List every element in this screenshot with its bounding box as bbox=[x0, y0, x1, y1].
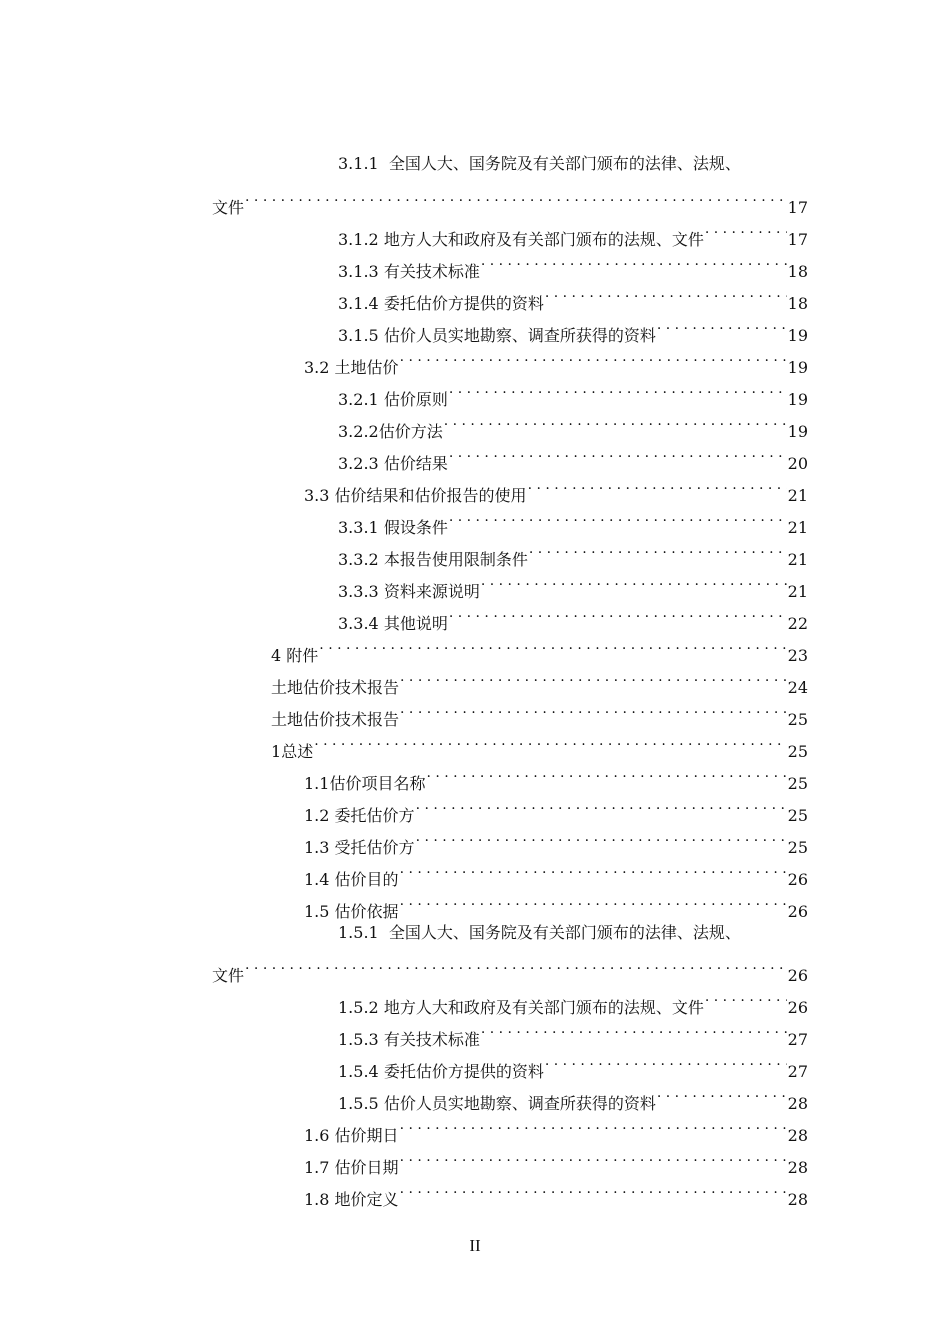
dot-leader bbox=[400, 853, 787, 885]
toc-page-number: 20 bbox=[787, 454, 808, 473]
dot-leader bbox=[528, 469, 787, 501]
dot-leader bbox=[481, 1013, 787, 1045]
toc-entry-title: 3.2.3 估价结果 bbox=[338, 454, 448, 473]
toc-entry-title: 3.3.1 假设条件 bbox=[338, 518, 448, 537]
dot-leader bbox=[400, 693, 787, 725]
dot-leader bbox=[400, 341, 787, 373]
dot-leader bbox=[449, 597, 787, 629]
toc-page-number: 19 bbox=[787, 326, 808, 345]
toc-entry-title: 3.3.2 本报告使用限制条件 bbox=[338, 550, 528, 569]
toc-entry-title: 1.5.2 地方人大和政府及有关部门颁布的法规、文件 bbox=[338, 998, 704, 1017]
toc-entry-title: 3.2 土地估价 bbox=[304, 358, 399, 377]
toc-page-number: 24 bbox=[787, 678, 808, 697]
dot-leader bbox=[400, 885, 787, 917]
dot-leader bbox=[314, 725, 786, 757]
toc-entry-title: 3.2.2估价方法 bbox=[338, 422, 443, 441]
toc-entry-title: 全国人大、国务院及有关部门颁布的法律、法规、 bbox=[388, 923, 741, 942]
toc-entry-title: 1.2 委托估价方 bbox=[304, 806, 415, 825]
toc-page-number: 28 bbox=[787, 1158, 808, 1177]
toc-page-number: 18 bbox=[787, 294, 808, 313]
toc-page-number: 19 bbox=[787, 358, 808, 377]
toc-entry[interactable] bbox=[304, 885, 808, 921]
dot-leader bbox=[444, 405, 787, 437]
dot-leader bbox=[400, 1141, 787, 1173]
toc-page-number: 25 bbox=[787, 806, 808, 825]
toc-entry-title: 1.1估价项目名称 bbox=[304, 774, 426, 793]
toc-page-number: 22 bbox=[787, 614, 808, 633]
toc-page-number: 19 bbox=[787, 422, 808, 441]
toc-entry-title: 1总述 bbox=[271, 742, 314, 761]
toc-entry[interactable] bbox=[338, 533, 808, 569]
toc-entry-title: 1.4 估价目的 bbox=[304, 870, 399, 889]
toc-entry-title: 3.1.3 有关技术标准 bbox=[338, 262, 480, 281]
toc-entry-title-wrap[interactable] bbox=[338, 148, 741, 180]
toc-entry[interactable] bbox=[338, 405, 808, 441]
dot-leader bbox=[481, 245, 787, 277]
toc-entry-title: 4 附件 bbox=[271, 646, 319, 665]
dot-leader bbox=[449, 373, 787, 405]
toc-entry-number: 1.5.1 bbox=[338, 923, 379, 942]
toc-entry-title: 土地估价技术报告 bbox=[271, 710, 400, 729]
toc-entry-title: 1.5.5 估价人员实地勘察、调查所获得的资料 bbox=[338, 1094, 656, 1113]
dot-leader bbox=[545, 1045, 787, 1077]
dot-leader bbox=[245, 181, 787, 213]
toc-page-number: 27 bbox=[787, 1030, 808, 1049]
toc-entry[interactable] bbox=[304, 341, 808, 377]
toc-page-number: 26 bbox=[787, 870, 808, 889]
toc-entry-title: 3.3.4 其他说明 bbox=[338, 614, 448, 633]
toc-page-number: 25 bbox=[787, 838, 808, 857]
toc-entry-title: 1.6 估价期日 bbox=[304, 1126, 399, 1145]
toc-entry[interactable] bbox=[338, 981, 808, 1017]
toc-page-number: 21 bbox=[787, 550, 808, 569]
toc-entry[interactable] bbox=[304, 821, 808, 857]
toc-entry-title: 1.5 估价依据 bbox=[304, 902, 399, 921]
toc-page-number: 28 bbox=[787, 1094, 808, 1113]
toc-page-number: 17 bbox=[787, 198, 808, 217]
dot-leader bbox=[705, 213, 787, 245]
toc-entry-title-wrap[interactable] bbox=[338, 917, 741, 949]
toc-entry-title: 1.5.4 委托估价方提供的资料 bbox=[338, 1062, 544, 1081]
dot-leader bbox=[449, 501, 787, 533]
toc-page-number: 23 bbox=[787, 646, 808, 665]
dot-leader bbox=[657, 309, 787, 341]
toc-entry[interactable] bbox=[304, 1173, 808, 1209]
toc-entry-title: 3.3.3 资料来源说明 bbox=[338, 582, 480, 601]
toc-entry-title: 文件 bbox=[212, 198, 245, 217]
toc-entry-title: 1.8 地价定义 bbox=[304, 1190, 399, 1209]
toc-page-number: 17 bbox=[787, 230, 808, 249]
dot-leader bbox=[705, 981, 787, 1013]
toc-entry[interactable] bbox=[338, 437, 808, 473]
toc-page-number: 19 bbox=[787, 390, 808, 409]
toc-entry[interactable] bbox=[304, 789, 808, 825]
toc-entry-title: 3.3 估价结果和估价报告的使用 bbox=[304, 486, 527, 505]
toc-page-number: 21 bbox=[787, 582, 808, 601]
toc-page-number: 26 bbox=[787, 966, 808, 985]
dot-leader bbox=[545, 277, 787, 309]
toc-entry[interactable] bbox=[338, 373, 808, 409]
toc-page-number: 18 bbox=[787, 262, 808, 281]
dot-leader bbox=[245, 949, 787, 981]
dot-leader bbox=[529, 533, 787, 565]
dot-leader bbox=[400, 1173, 787, 1205]
toc-entry[interactable] bbox=[271, 629, 808, 665]
toc-page-number: 21 bbox=[787, 486, 808, 505]
toc-entry-title: 1.3 受托估价方 bbox=[304, 838, 415, 857]
toc-entry[interactable] bbox=[304, 1141, 808, 1177]
toc-page-number: 25 bbox=[787, 710, 808, 729]
toc-page-number: 28 bbox=[787, 1126, 808, 1145]
toc-entry[interactable] bbox=[304, 469, 808, 505]
toc-entry[interactable] bbox=[338, 309, 808, 345]
toc-entry[interactable] bbox=[338, 277, 808, 313]
toc-page-number: 26 bbox=[787, 902, 808, 921]
toc-entry[interactable] bbox=[338, 1045, 808, 1081]
toc-entry-number: 3.1.1 bbox=[338, 154, 379, 173]
toc-entry[interactable] bbox=[271, 725, 808, 761]
page-footer bbox=[0, 1236, 950, 1256]
toc-entry[interactable] bbox=[338, 501, 808, 537]
toc-entry-title: 全国人大、国务院及有关部门颁布的法律、法规、 bbox=[388, 154, 741, 173]
toc-entry[interactable] bbox=[338, 597, 808, 633]
dot-leader bbox=[481, 565, 787, 597]
toc-page-number: 27 bbox=[787, 1062, 808, 1081]
toc-entry-title: 1.7 估价日期 bbox=[304, 1158, 399, 1177]
toc-entry-continuation[interactable] bbox=[212, 181, 808, 217]
toc-page-number: 21 bbox=[787, 518, 808, 537]
toc-entry[interactable] bbox=[304, 853, 808, 889]
toc-entry[interactable] bbox=[338, 1077, 808, 1113]
toc-entry[interactable] bbox=[338, 1013, 808, 1049]
toc-entry[interactable] bbox=[338, 213, 808, 249]
toc-entry[interactable] bbox=[338, 565, 808, 601]
toc-page-number: 25 bbox=[787, 742, 808, 761]
toc-entry-title: 3.1.2 地方人大和政府及有关部门颁布的法规、文件 bbox=[338, 230, 704, 249]
dot-leader bbox=[416, 789, 787, 821]
dot-leader bbox=[449, 437, 787, 469]
toc-entry-continuation[interactable] bbox=[212, 949, 808, 985]
toc-page-number: 25 bbox=[787, 774, 808, 793]
toc-entry-title: 1.5.3 有关技术标准 bbox=[338, 1030, 480, 1049]
dot-leader bbox=[319, 629, 786, 661]
toc-entry[interactable] bbox=[338, 245, 808, 281]
dot-leader bbox=[416, 821, 787, 853]
dot-leader bbox=[400, 661, 787, 693]
toc-entry[interactable] bbox=[271, 661, 808, 697]
toc-entry[interactable] bbox=[271, 693, 808, 729]
dot-leader bbox=[426, 757, 786, 789]
toc-entry[interactable] bbox=[304, 757, 808, 793]
toc-entry-title: 3.1.5 估价人员实地勘察、调查所获得的资料 bbox=[338, 326, 656, 345]
dot-leader bbox=[400, 1109, 787, 1141]
toc-page-number: 28 bbox=[787, 1190, 808, 1209]
dot-leader bbox=[657, 1077, 787, 1109]
toc-entry[interactable] bbox=[304, 1109, 808, 1145]
toc-entry-title: 3.1.4 委托估价方提供的资料 bbox=[338, 294, 544, 313]
toc-entry-title: 文件 bbox=[212, 966, 245, 985]
page-number-label: II bbox=[469, 1236, 481, 1255]
toc-page-number: 26 bbox=[787, 998, 808, 1017]
toc-entry-title: 3.2.1 估价原则 bbox=[338, 390, 448, 409]
toc-entry-title: 土地估价技术报告 bbox=[271, 678, 400, 697]
